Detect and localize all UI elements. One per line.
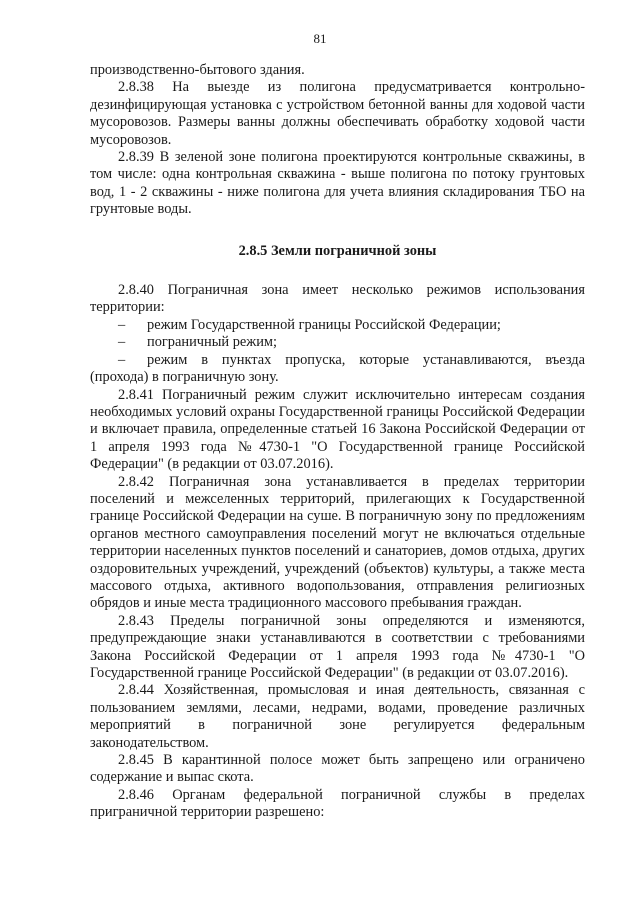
- list-item-continuation: (прохода) в пограничную зону.: [90, 369, 279, 386]
- paragraph-2-8-45: 2.8.45 В карантинной полосе может быть запрещено или ограничено содержание и выпас скота.: [90, 752, 585, 786]
- list-item-text: пограничный режим;: [147, 334, 278, 351]
- paragraph-2-8-43: 2.8.43 Пределы пограничной зоны определяются и изменяются, предупреждающие знаки устанавливаются в соответствии с требованиями Закона Российской Федерации от 1 апреля 1993 года №4730-1 "О Государственной границе Российской Федерации" (в редакции от 03.07.2016).: [90, 612, 585, 681]
- paragraph-2-8-40: 2.8.40 Пограничная зона имеет несколько режимов использования территории:: [90, 282, 585, 316]
- paragraph-2-8-38: 2.8.38 На выезде из полигона предусматривается контрольно-дезинфицирующая установка с устройством бетонной ванны для ходовой части мусоровозов. Размеры ванны должны обеспечивать обработку ходовой части мусоровозов.: [90, 79, 585, 148]
- intro-line: производственно-бытового здания.: [90, 62, 305, 78]
- paragraph-2-8-46: 2.8.46 Органам федеральной пограничной службы в пределах приграничной территории разрешено:: [90, 786, 585, 821]
- document-body: [90, 62, 585, 822]
- list-item: [90, 334, 585, 351]
- paragraph-2-8-41: 2.8.41 Пограничный режим служит исключительно интересам создания необходимых условий охраны Государственной границы Российской Федерации и включает правила, определенные статьей 16 Закона Российской Федерации от 1 апреля 1993 года №4730-1 "О Государственной границе Российской Федерации" (в редакции от 03.07.2016).: [90, 386, 585, 473]
- paragraph-2-8-39: 2.8.39 В зеленой зоне полигона проектируются контрольные скважины, в том числе: одна контрольная скважина - выше полигона по потоку грунтовых вод, 1 - 2 скважины - ниже полигона для учета влияния складирования ТБО на грунтовые воды.: [90, 149, 585, 218]
- list-dash: –: [118, 316, 126, 333]
- paragraph-2-8-42: 2.8.42 Пограничная зона устанавливается в пределах территории поселений и межселенных территорий, прилегающих к Государственной границе Российской Федерации на суше. В пограничную зону по предложениям органов местного самоуправления поселений могут не включаться отдельные территории населенных пунктов поселений и санаториев, домов отдыха, других оздоровительных учреждений, учреждений (объектов) культуры, а также места массового отдыха, активного водопользования, отправления религиозных обрядов и иные места традиционного массового пребывания граждан.: [90, 473, 585, 612]
- list-item-text: режим Государственной границы Российской Федерации;: [147, 316, 501, 333]
- paragraph-2-8-44: 2.8.44 Хозяйственная, промысловая и иная деятельность, связанная с пользованием землями, лесами, недрами, водами, проведение различных мероприятий в пограничной зоне регулируется федеральным законодательством.: [90, 682, 585, 751]
- section-heading: 2.8.5 Земли пограничной зоны: [238, 242, 437, 259]
- list-item: [90, 317, 585, 334]
- list-dash: –: [118, 351, 126, 368]
- list-item: [90, 352, 585, 369]
- list-dash: –: [118, 334, 126, 351]
- page-number: 81: [313, 31, 327, 46]
- list-item-text: режим в пунктах пропуска, которые устанавливаются, въезда: [147, 351, 585, 368]
